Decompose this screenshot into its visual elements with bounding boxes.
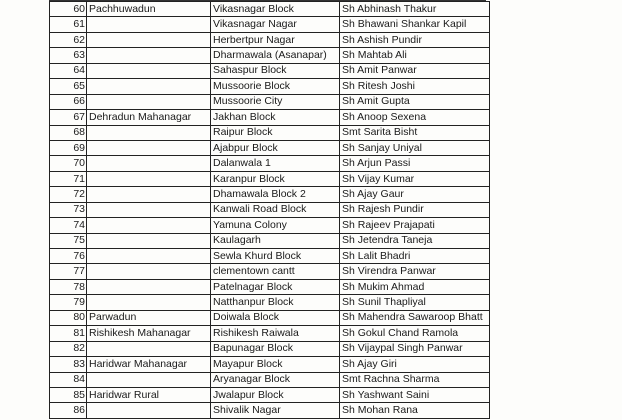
person-name-cell: Sh Rajesh Pundir [340, 202, 490, 217]
table-row [50, 32, 490, 47]
table-row [50, 79, 490, 94]
block-cell: Mayapur Block [211, 357, 340, 372]
district-cell [87, 156, 211, 171]
person-name-cell: Sh Jetendra Taneja [340, 233, 490, 248]
table-row [50, 48, 490, 63]
person-name-cell: Sh Sanjay Uniyal [340, 140, 490, 155]
block-cell: Karanpur Block [211, 171, 340, 186]
serial-number-cell: 71 [50, 171, 87, 186]
person-name-cell: Sh Mahendra Sawaroop Bhatt [340, 310, 490, 325]
block-cell: Sahaspur Block [211, 63, 340, 78]
block-cell: Aryanagar Block [211, 372, 340, 387]
district-cell [87, 264, 211, 279]
serial-number-cell: 85 [50, 387, 87, 402]
serial-number-cell: 81 [50, 326, 87, 341]
district-cell [87, 249, 211, 264]
district-cell: Haridwar Mahanagar [87, 357, 211, 372]
table-row [50, 156, 490, 171]
table-row [50, 63, 490, 78]
person-name-cell: Sh Lalit Bhadri [340, 249, 490, 264]
table-row [50, 264, 490, 279]
person-name-cell: Sh Ritesh Joshi [340, 79, 490, 94]
serial-number-cell: 72 [50, 187, 87, 202]
block-cell: Sewla Khurd Block [211, 249, 340, 264]
district-cell [87, 94, 211, 109]
serial-number-cell: 77 [50, 264, 87, 279]
person-name-cell: Sh Amit Panwar [340, 63, 490, 78]
serial-number-cell: 83 [50, 357, 87, 372]
table-row [50, 233, 490, 248]
person-name-cell: Sh Yashwant Saini [340, 387, 490, 402]
serial-number-cell: 66 [50, 94, 87, 109]
district-cell [87, 372, 211, 387]
block-cell: Dalanwala 1 [211, 156, 340, 171]
district-cell [87, 218, 211, 233]
district-cell [87, 341, 211, 356]
person-name-cell: Sh Vijaypal Singh Panwar [340, 341, 490, 356]
block-cell: clementown cantt [211, 264, 340, 279]
serial-number-cell: 68 [50, 125, 87, 140]
district-cell [87, 233, 211, 248]
district-cell [87, 63, 211, 78]
serial-number-cell: 84 [50, 372, 87, 387]
district-cell: Pachhuwadun [87, 2, 211, 17]
table-row [50, 94, 490, 109]
table-row [50, 310, 490, 325]
table-row [50, 17, 490, 32]
block-cell: Shivalik Nagar [211, 403, 340, 418]
serial-number-cell: 61 [50, 17, 87, 32]
person-name-cell: Sh Ajay Gaur [340, 187, 490, 202]
serial-number-cell: 86 [50, 403, 87, 418]
district-cell [87, 140, 211, 155]
table-row [50, 249, 490, 264]
table-row [50, 187, 490, 202]
district-cell [87, 32, 211, 47]
block-cell: Jakhan Block [211, 110, 340, 125]
serial-number-cell: 69 [50, 140, 87, 155]
serial-number-cell: 80 [50, 310, 87, 325]
table-row [50, 372, 490, 387]
block-cell: Yamuna Colony [211, 218, 340, 233]
district-cell [87, 17, 211, 32]
person-name-cell: Smt Rachna Sharma [340, 372, 490, 387]
person-name-cell: Sh Abhinash Thakur [340, 2, 490, 17]
person-name-cell: Sh Amit Gupta [340, 94, 490, 109]
person-name-cell: Sh Ajay Giri [340, 357, 490, 372]
serial-number-cell: 64 [50, 63, 87, 78]
table-row [50, 341, 490, 356]
block-cell: Herbertpur Nagar [211, 32, 340, 47]
person-name-cell: Sh Gokul Chand Ramola [340, 326, 490, 341]
district-cell [87, 295, 211, 310]
table-row [50, 140, 490, 155]
district-cell [87, 171, 211, 186]
table-body [50, 2, 490, 419]
block-cell: Ajabpur Block [211, 140, 340, 155]
serial-number-cell: 62 [50, 32, 87, 47]
table-row [50, 279, 490, 294]
serial-number-cell: 74 [50, 218, 87, 233]
serial-number-cell: 79 [50, 295, 87, 310]
table-row [50, 171, 490, 186]
block-cell: Patelnagar Block [211, 279, 340, 294]
block-cell: Dharmawala (Asanapar) [211, 48, 340, 63]
block-cell: Vikasnagar Block [211, 2, 340, 17]
person-name-cell: Sh Virendra Panwar [340, 264, 490, 279]
serial-number-cell: 67 [50, 110, 87, 125]
office-bearers-table [49, 1, 490, 419]
table-row [50, 2, 490, 17]
block-cell: Natthanpur Block [211, 295, 340, 310]
person-name-cell: Sh Vijay Kumar [340, 171, 490, 186]
block-cell: Dhamawala Block 2 [211, 187, 340, 202]
table-row [50, 295, 490, 310]
serial-number-cell: 65 [50, 79, 87, 94]
serial-number-cell: 70 [50, 156, 87, 171]
person-name-cell: Sh Mohan Rana [340, 403, 490, 418]
district-cell [87, 187, 211, 202]
serial-number-cell: 63 [50, 48, 87, 63]
district-cell: Rishikesh Mahanagar [87, 326, 211, 341]
person-name-cell: Sh Bhawani Shankar Kapil [340, 17, 490, 32]
block-cell: Jwalapur Block [211, 387, 340, 402]
table-row [50, 110, 490, 125]
block-cell: Kaulagarh [211, 233, 340, 248]
serial-number-cell: 76 [50, 249, 87, 264]
district-cell [87, 403, 211, 418]
table-row [50, 202, 490, 217]
person-name-cell: Sh Arjun Passi [340, 156, 490, 171]
person-name-cell: Sh Ashish Pundir [340, 32, 490, 47]
person-name-cell: Sh Rajeev Prajapati [340, 218, 490, 233]
person-name-cell: Sh Sunil Thapliyal [340, 295, 490, 310]
serial-number-cell: 60 [50, 2, 87, 17]
block-cell: Vikasnagar Nagar [211, 17, 340, 32]
table-row [50, 357, 490, 372]
block-cell: Mussoorie Block [211, 79, 340, 94]
district-cell [87, 279, 211, 294]
district-cell [87, 79, 211, 94]
person-name-cell: Smt Sarita Bisht [340, 125, 490, 140]
serial-number-cell: 75 [50, 233, 87, 248]
table-row [50, 387, 490, 402]
serial-number-cell: 73 [50, 202, 87, 217]
district-cell: Dehradun Mahanagar [87, 110, 211, 125]
table-row [50, 125, 490, 140]
person-name-cell: Sh Mahtab Ali [340, 48, 490, 63]
block-cell: Rishikesh Raiwala [211, 326, 340, 341]
table-row [50, 326, 490, 341]
person-name-cell: Sh Anoop Sexena [340, 110, 490, 125]
table-row [50, 403, 490, 418]
table-row [50, 218, 490, 233]
block-cell: Doiwala Block [211, 310, 340, 325]
district-cell: Parwadun [87, 310, 211, 325]
block-cell: Raipur Block [211, 125, 340, 140]
district-cell [87, 48, 211, 63]
block-cell: Mussoorie City [211, 94, 340, 109]
district-cell: Haridwar Rural [87, 387, 211, 402]
district-cell [87, 125, 211, 140]
serial-number-cell: 78 [50, 279, 87, 294]
block-cell: Bapunagar Block [211, 341, 340, 356]
district-cell [87, 202, 211, 217]
person-name-cell: Sh Mukim Ahmad [340, 279, 490, 294]
block-cell: Kanwali Road Block [211, 202, 340, 217]
serial-number-cell: 82 [50, 341, 87, 356]
